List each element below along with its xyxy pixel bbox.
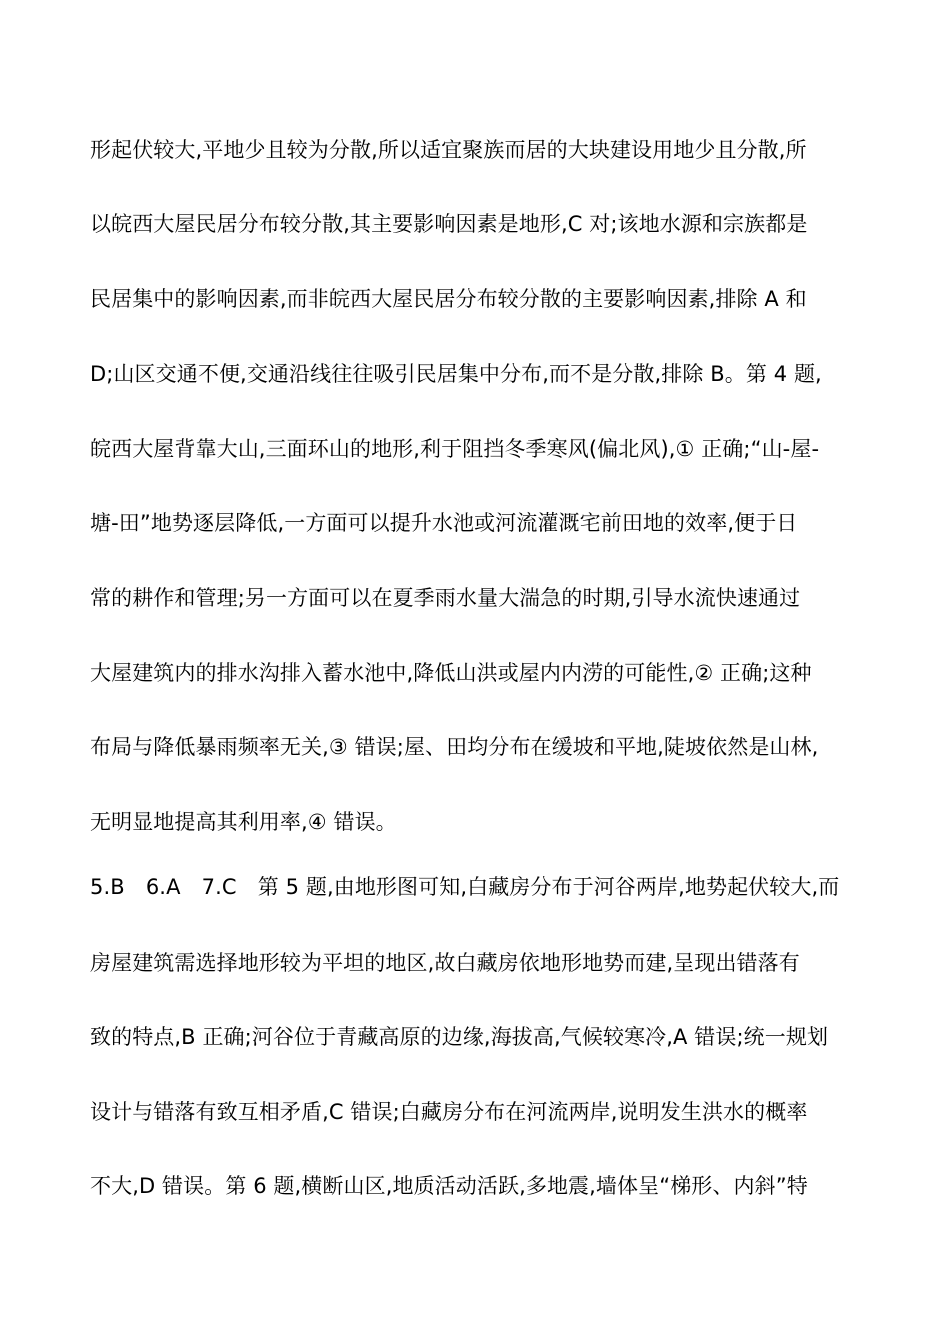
text-line: 民居集中的影响因素,而非皖西大屋民居分布较分散的主要影响因素,排除 A 和	[90, 287, 807, 311]
text-line: 无明显地提高其利用率,④ 错误。	[90, 810, 397, 834]
text-line: 大屋建筑内的排水沟排入蓄水池中,降低山洪或屋内内涝的可能性,② 正确;这种	[90, 661, 812, 685]
text-line: 形起伏较大,平地少且较为分散,所以适宜聚族而居的大块建设用地少且分散,所	[90, 138, 807, 162]
text-line: D;山区交通不便,交通沿线往往吸引民居集中分布,而不是分散,排除 B。第 4 题,	[90, 362, 822, 386]
text-line: 塘-田”地势逐层降低,一方面可以提升水池或河流灌溉宅前田地的效率,便于日	[90, 511, 798, 535]
text-line: 致的特点,B 正确;河谷位于青藏高原的边缘,海拔高,气候较寒冷,A 错误;统一规划	[90, 1025, 829, 1049]
answer-line: 5.B 6.A 7.C 第 5 题,由地形图可知,白藏房分布于河谷两岸,地势起伏较大,而	[90, 875, 840, 899]
text-line: 不大,D 错误。第 6 题,横断山区,地质活动活跃,多地震,墙体呈“梯形、内斜”特	[90, 1174, 808, 1198]
text-line: 皖西大屋背靠大山,三面环山的地形,利于阻挡冬季寒风(偏北风),① 正确;“山-屋-	[90, 437, 820, 461]
text-line: 房屋建筑需选择地形较为平坦的地区,故白藏房依地形地势而建,呈现出错落有	[90, 951, 800, 975]
text-line: 布局与降低暴雨频率无关,③ 错误;屋、田均分布在缓坡和平地,陡坡依然是山林,	[90, 735, 819, 759]
text-line: 常的耕作和管理;另一方面可以在夏季雨水量大湍急的时期,引导水流快速通过	[90, 586, 801, 610]
text-line: 设计与错落有致互相矛盾,C 错误;白藏房分布在河流两岸,说明发生洪水的概率	[90, 1100, 808, 1124]
text-line: 以皖西大屋民居分布较分散,其主要影响因素是地形,C 对;该地水源和宗族都是	[90, 212, 808, 236]
